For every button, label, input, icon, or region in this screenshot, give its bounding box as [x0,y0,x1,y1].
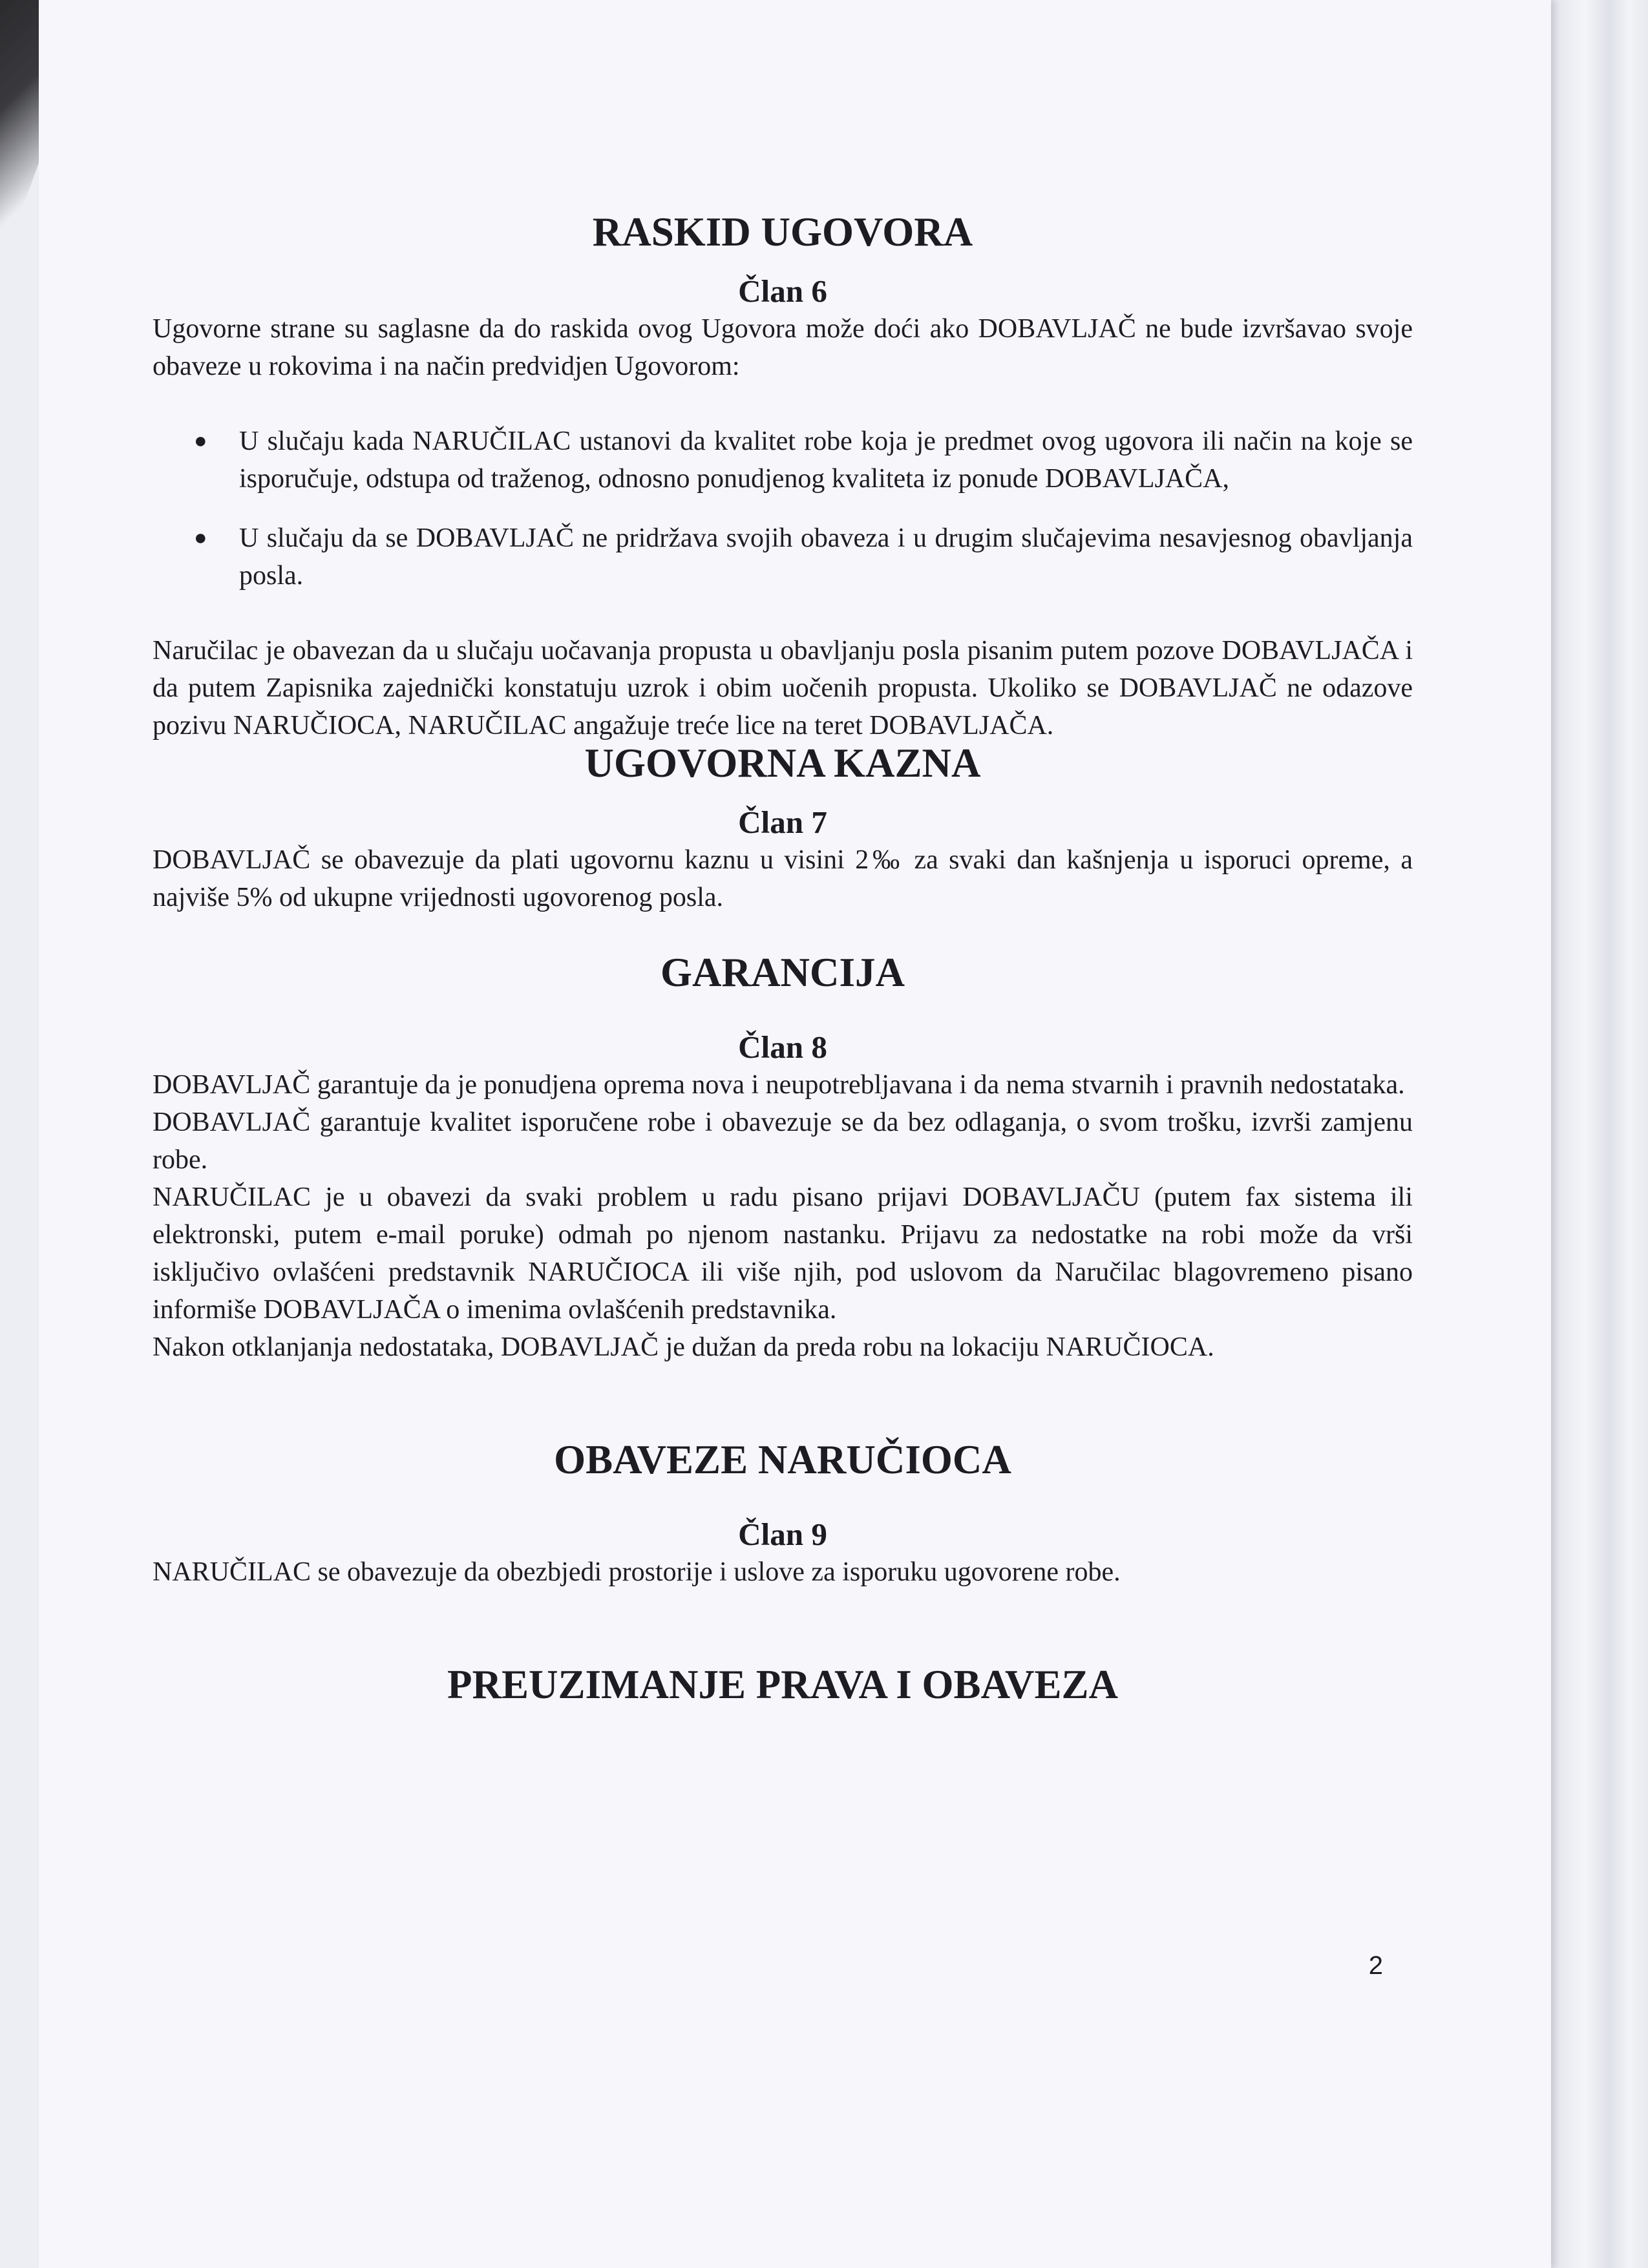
article-6-bullet-list [153,423,1413,594]
article-6-title: Član 6 [738,273,827,309]
heading-garancija: GARANCIJA [660,950,905,995]
document-content [153,209,1413,1707]
article-7-text: DOBAVLJAČ se obavezuje da plati ugovornu kaznu u visini 2‰ za svaki dan kašnjenja u isporuci opreme, a najviše 5% od ukupne vrijednosti ugovorenog posla. [153,845,1413,912]
page-number: 2 [1368,1951,1383,1980]
bullet-icon: ● [194,526,207,550]
article-8-paragraph: DOBAVLJAČ garantuje da je ponudjena oprema nova i neupotrebljavana i da nema stvarnih i pravnih nedostataka. [153,1070,1405,1100]
heading-raskid-ugovora: RASKID UGOVORA [592,209,973,255]
article-6-intro: Ugovorne strane su saglasne da do raskida ovog Ugovora može doći ako DOBAVLJAČ ne bude izvršavao svoje obaveze u rokovima i na način predvidjen Ugovorom: [153,314,1413,381]
article-9-title: Član 9 [738,1517,827,1552]
article-6-closing: Naručilac je obavezan da u slučaju uočavanja propusta u obavljanju posla pisanim putem pozove DOBAVLJAČA i da putem Zapisnika zajednički konstatuju uzrok i obim uočenih propusta. Ukoliko se DOBAVLJAČ ne odazove pozivu NARUČIOCA, NARUČILAC angažuje treće lice na teret DOBAVLJAČA. [153,636,1413,740]
article-8-paragraph: NARUČILAC je u obavezi da svaki problem u radu pisano prijavi DOBAVLJAČU (putem fax sistema ili elektronski, putem e-mail poruke) odmah po njenom nastanku. Prijavu za nedostatke na robi može da vrši isključivo ovlašćeni predstavnik NARUČIOCA ili više njih, pod uslovom da Naručilac blagovremeno pisano informiše DOBAVLJAČA o imenima ovlašćenih predstavnika. [153,1182,1413,1325]
heading-ugovorna-kazna: UGOVORNA KAZNA [584,740,981,786]
list-item: ● U slučaju da se DOBAVLJAČ ne pridržava svojih obaveza i u drugim slučajevima nesavjesnog obavljanja posla. [153,520,1413,594]
article-8-paragraph: DOBAVLJAČ garantuje kvalitet isporučene robe i obavezuje se da bez odlaganja, o svom trošku, izvrši zamjenu robe. [153,1108,1413,1175]
heading-obaveze-narucioca: OBAVEZE NARUČIOCA [554,1437,1011,1482]
heading-preuzimanje-prava: PREUZIMANJE PRAVA I OBAVEZA [447,1662,1118,1707]
document-page [39,0,1551,2268]
article-9-text: NARUČILAC se obavezuje da obezbjedi prostorije i uslove za isporuku ugovorene robe. [153,1557,1121,1587]
stacked-page-edges [1551,0,1648,2268]
list-item: ● U slučaju kada NARUČILAC ustanovi da kvalitet robe koja je predmet ovog ugovora ili način na koje se isporučuje, odstupa od traženog, odnosno ponudjenog kvaliteta iz ponude DOBAVLJAČA, [153,423,1413,498]
article-8-title: Član 8 [738,1029,827,1065]
article-7-title: Član 7 [738,804,827,840]
article-8-paragraph: Nakon otklanjanja nedostataka, DOBAVLJAČ je dužan da preda robu na lokaciju NARUČIOCA. [153,1332,1214,1362]
bullet-icon: ● [194,429,207,453]
